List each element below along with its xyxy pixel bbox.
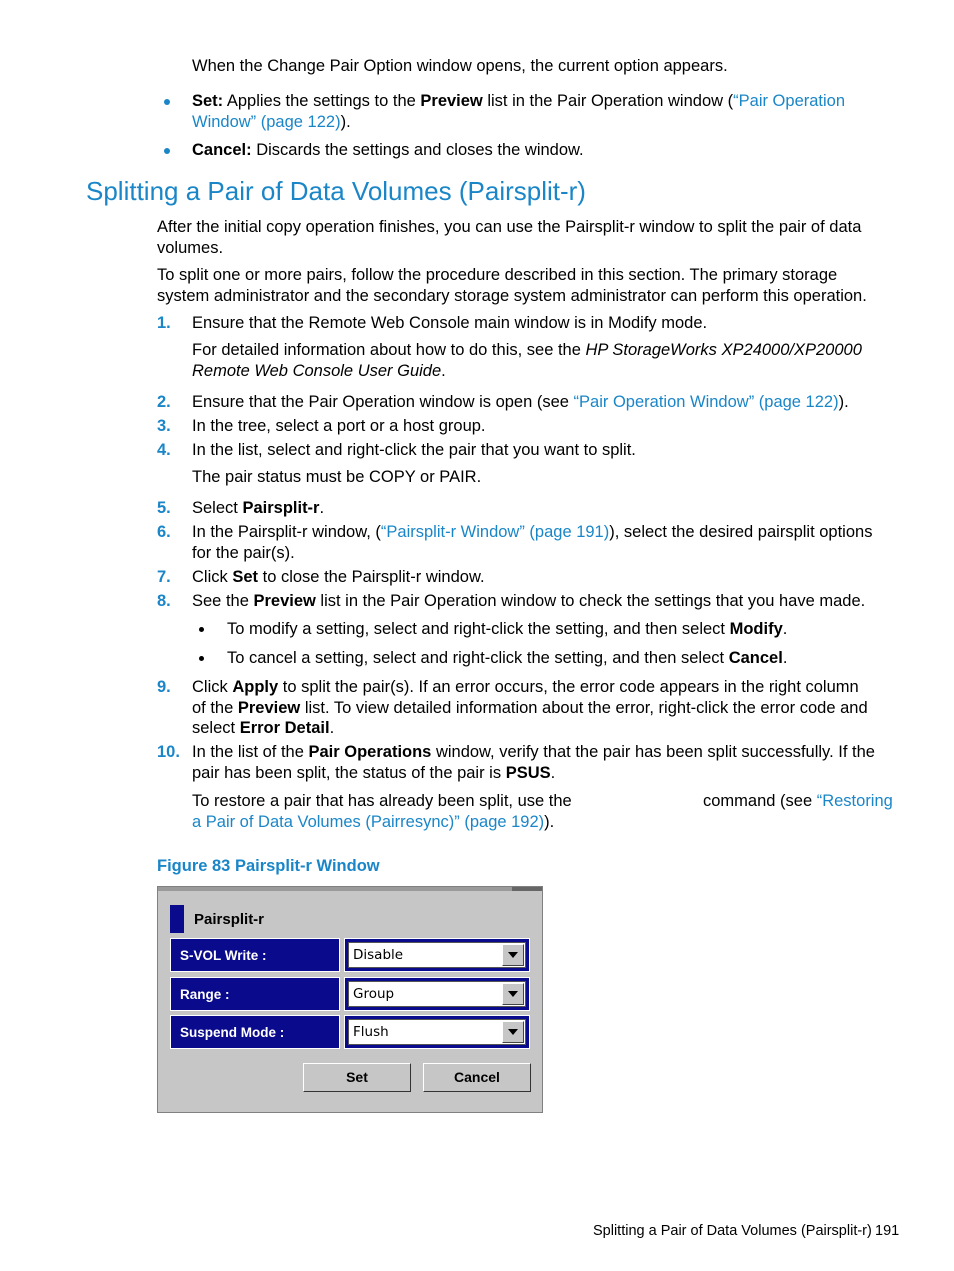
step-text-cont: select Error Detail. xyxy=(192,719,335,737)
step-subtext: command (see “Restoring xyxy=(703,792,893,810)
chevron-down-icon[interactable] xyxy=(502,983,524,1005)
step-number: 5. xyxy=(157,499,171,517)
pair-operation-link[interactable]: “Pair Operation xyxy=(733,92,846,110)
pairsplit-window-link[interactable]: “Pairsplit-r Window” (page 191) xyxy=(380,523,610,541)
svol-write-label: S-VOL Write : xyxy=(170,938,340,972)
paragraph: system administrator and the secondary storage system administrator can perform this operation. xyxy=(157,287,867,305)
step-text: Ensure that the Pair Operation window is open (see “Pair Operation Window” (page 122)). xyxy=(192,393,849,411)
dialog-title: Pairsplit-r xyxy=(194,911,265,928)
step-text: See the Preview list in the Pair Operation window to check the settings that you have made. xyxy=(192,592,866,610)
page-number: 191 xyxy=(875,1223,900,1239)
svol-write-select[interactable]: Disable xyxy=(348,942,526,968)
bullet-icon xyxy=(164,99,170,105)
step-number: 6. xyxy=(157,523,171,541)
step-number: 1. xyxy=(157,314,171,332)
step-subtext: Remote Web Console User Guide. xyxy=(192,362,446,380)
range-select-frame xyxy=(344,977,530,1011)
step-text: Ensure that the Remote Web Console main window is in Modify mode. xyxy=(192,314,708,332)
bullet-icon xyxy=(199,627,204,632)
dialog-title-marker xyxy=(170,905,184,933)
range-label: Range : xyxy=(170,977,340,1011)
dialog-top-border xyxy=(158,887,542,891)
step-text: In the Pairsplit-r window, (“Pairsplit-r Window” (page 191)), select the desired pairsplit options xyxy=(192,523,873,541)
step-number: 7. xyxy=(157,568,171,586)
set-button[interactable]: Set xyxy=(303,1063,411,1092)
step-number: 3. xyxy=(157,417,171,435)
section-title: Splitting a Pair of Data Volumes (Pairsplit-r) xyxy=(86,176,586,206)
paragraph: To split one or more pairs, follow the procedure described in this section. The primary storage xyxy=(157,266,838,284)
dialog-top-accent xyxy=(512,887,542,891)
sub-bullet-text: To modify a setting, select and right-click the setting, and then select Modify. xyxy=(227,620,788,638)
paragraph: volumes. xyxy=(157,239,224,257)
suspend-mode-label: Suspend Mode : xyxy=(170,1015,340,1049)
step-subtext: To restore a pair that has already been split, use the xyxy=(192,792,572,810)
pairsplit-dialog xyxy=(157,886,543,1113)
restoring-link-cont[interactable]: a Pair of Data Volumes (Pairresync)” (page 192) xyxy=(192,813,545,831)
bullet-icon xyxy=(164,148,170,154)
chevron-down-icon[interactable] xyxy=(502,1021,524,1043)
pair-operation-window-link[interactable]: “Pair Operation Window” (page 122) xyxy=(573,393,839,411)
suspend-mode-select-frame xyxy=(344,1015,530,1049)
step-text: Click Apply to split the pair(s). If an error occurs, the error code appears in the right column xyxy=(192,678,859,696)
svol-write-select-frame xyxy=(344,938,530,972)
step-number: 2. xyxy=(157,393,171,411)
step-text: In the list, select and right-click the pair that you want to split. xyxy=(192,441,636,459)
sub-bullet-text: To cancel a setting, select and right-click the setting, and then select Cancel. xyxy=(227,649,788,667)
step-text-cont: pair has been split, the status of the pair is PSUS. xyxy=(192,764,556,782)
cancel-button[interactable]: Cancel xyxy=(423,1063,531,1092)
pair-operation-link-cont[interactable]: Window” (page 122) xyxy=(192,113,341,131)
bullet-icon xyxy=(199,656,204,661)
figure-caption: Figure 83 Pairsplit-r Window xyxy=(157,857,380,875)
footer-title: Splitting a Pair of Data Volumes (Pairsplit-r) xyxy=(593,1223,872,1239)
step-text: Select Pairsplit-r. xyxy=(192,499,325,517)
step-number: 8. xyxy=(157,592,171,610)
step-text: Click Set to close the Pairsplit-r window. xyxy=(192,568,485,586)
set-description: Set: Applies the settings to the Preview list in the Pair Operation window (“Pair Operation xyxy=(192,92,846,110)
step-text-cont: for the pair(s). xyxy=(192,544,295,562)
set-description-cont: Window” (page 122)). xyxy=(192,113,351,131)
step-text-cont: of the Preview list. To view detailed information about the error, right-click the error code and xyxy=(192,699,868,717)
restoring-link[interactable]: “Restoring xyxy=(816,792,893,810)
step-subtext-cont: a Pair of Data Volumes (Pairresync)” (page 192)). xyxy=(192,813,555,831)
intro-line: When the Change Pair Option window opens, the current option appears. xyxy=(192,57,728,75)
paragraph: After the initial copy operation finishes, you can use the Pairsplit-r window to split the pair of data xyxy=(157,218,862,236)
step-subtext: For detailed information about how to do this, see the HP StorageWorks XP24000/XP20000 xyxy=(192,341,862,359)
step-text: In the list of the Pair Operations window, verify that the pair has been split successfully. If the xyxy=(192,743,875,761)
step-number: 4. xyxy=(157,441,171,459)
cancel-description: Cancel: Discards the settings and closes the window. xyxy=(192,141,584,159)
range-select[interactable]: Group xyxy=(348,981,526,1007)
step-number: 10. xyxy=(157,743,180,761)
suspend-mode-select[interactable]: Flush xyxy=(348,1019,526,1045)
step-text: In the tree, select a port or a host group. xyxy=(192,417,486,435)
chevron-down-icon[interactable] xyxy=(502,944,524,966)
step-number: 9. xyxy=(157,678,171,696)
step-subtext: The pair status must be COPY or PAIR. xyxy=(192,468,482,486)
